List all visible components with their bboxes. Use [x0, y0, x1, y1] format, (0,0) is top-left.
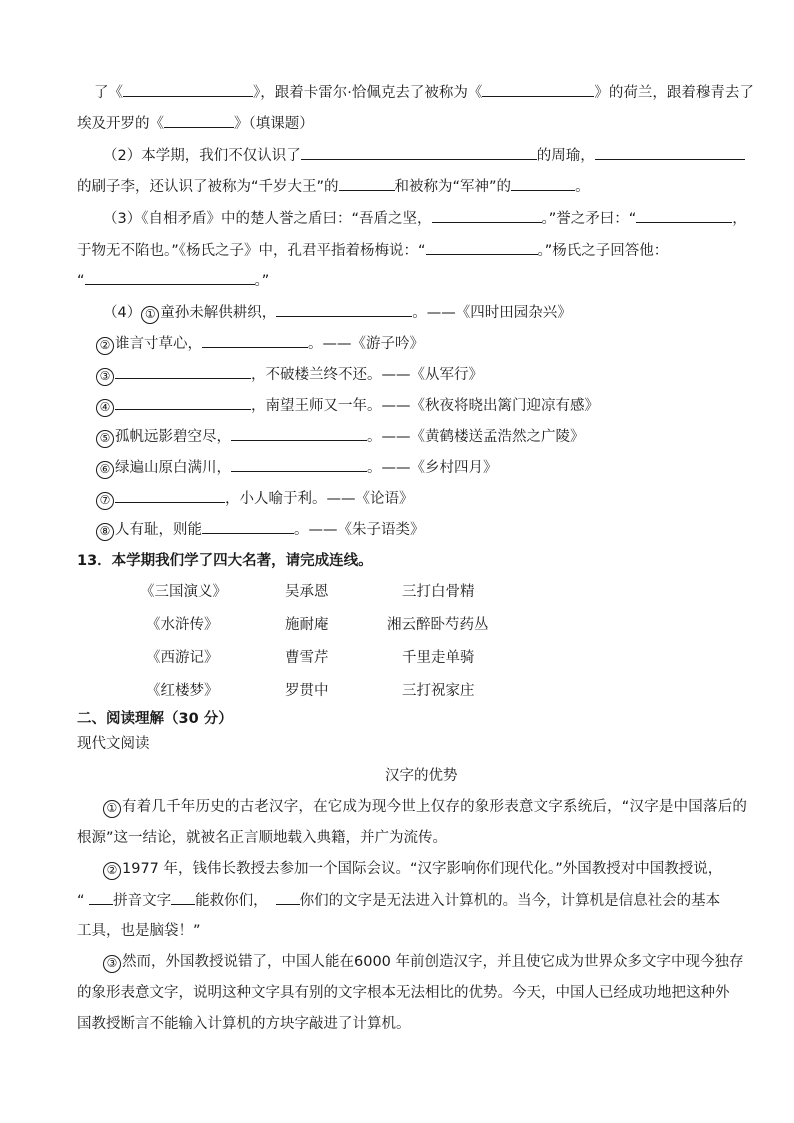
text: 。——《黄鹤楼送孟浩然之广陵》	[367, 429, 585, 445]
q12-line2	[77, 113, 314, 134]
answer-blank[interactable]	[85, 270, 255, 285]
text: 。——《乡村四月》	[367, 460, 498, 476]
item-number: ⑦	[96, 492, 114, 510]
text: 。”誉之矛曰：“	[541, 211, 637, 227]
text: 。——《朱子语类》	[294, 522, 425, 538]
text: 1977 年，钱伟长教授去参加一个国际会议。“汉字影响你们现代化。”外国教授对中国教授说，	[122, 861, 723, 877]
answer-blank[interactable]	[164, 113, 234, 128]
paragraph-number: ①	[103, 800, 121, 818]
q12-part3-line3	[77, 270, 269, 291]
item-number: ①	[141, 306, 159, 324]
text: 孤帆远影碧空尽，	[115, 429, 231, 445]
verse-2	[96, 333, 424, 355]
text: 》（填课题）	[234, 116, 314, 132]
q12-part2-line1	[103, 145, 745, 166]
text: 人有耻，则能	[115, 522, 202, 538]
section-subheading: 现代文阅读	[77, 736, 150, 752]
text: （4）	[103, 305, 142, 321]
answer-blank[interactable]	[123, 82, 253, 97]
answer-blank[interactable]	[115, 364, 251, 379]
answer-blank[interactable]	[339, 176, 395, 191]
paragraph-1-line2: 根源”这一结论，就被名正言顺地载入典籍，并广为流传。	[77, 830, 448, 846]
book-item[interactable]: 《红楼梦》	[146, 683, 219, 699]
paragraph-2-line3: 工具，也是脑袋！”	[77, 923, 201, 939]
book-item[interactable]: 《西游记》	[146, 650, 219, 666]
question-13-title: 13．本学期我们学了四大名著，请完成连线。	[77, 553, 373, 569]
text: 。——《游子吟》	[308, 336, 424, 352]
text: ，南望王师又一年。——《秋夜将晓出篱门迎凉有感》	[251, 398, 599, 414]
answer-blank[interactable]	[171, 890, 195, 905]
text: 然而，外国教授说错了，中国人能在6000 年前创造汉字，并且使它成为世界众多文字中现今独存	[122, 954, 744, 970]
answer-blank[interactable]	[432, 208, 542, 223]
section-heading: 二、阅读理解（30 分）	[77, 711, 233, 727]
text: “	[77, 893, 90, 909]
story-item[interactable]: 三打白骨精	[402, 584, 475, 600]
answer-blank[interactable]	[276, 302, 412, 317]
answer-blank[interactable]	[202, 333, 308, 348]
text: 埃及开罗的《	[77, 116, 164, 132]
passage-title: 汉字的优势	[385, 768, 458, 784]
item-number: ⑤	[96, 430, 114, 448]
author-item[interactable]: 吴承恩	[285, 584, 329, 600]
text: 。	[575, 179, 590, 195]
book-item[interactable]: 《三国演义》	[140, 584, 227, 600]
answer-blank[interactable]	[231, 457, 367, 472]
story-item[interactable]: 三打祝家庄	[402, 683, 475, 699]
verse-3	[96, 364, 483, 386]
answer-blank[interactable]	[482, 82, 594, 97]
answer-blank[interactable]	[202, 519, 294, 534]
item-number: ⑥	[96, 461, 114, 479]
answer-blank[interactable]	[511, 176, 575, 191]
text: “	[77, 273, 85, 289]
q12-part3-line2	[77, 240, 668, 261]
paragraph-2-line1	[103, 859, 722, 880]
text: 。——《四时田园杂兴》	[412, 305, 572, 321]
text: 于物无不陷也。”《杨氏之子》中，孔君平指着杨梅说：“	[77, 243, 426, 259]
answer-blank[interactable]	[426, 240, 538, 255]
verse-6	[96, 457, 498, 479]
text: 的周瑜，	[536, 148, 595, 164]
author-item[interactable]: 施耐庵	[285, 617, 329, 633]
text: 你们的文字是无法进入计算机的。当今，计算机是信息社会的基本	[299, 893, 721, 909]
text: 有着几千年历史的古老汉字，在它成为现今世上仅存的象形表意文字系统后，“汉字是中国落后的	[122, 799, 748, 815]
text: 了《	[94, 85, 123, 101]
answer-blank[interactable]	[89, 890, 113, 905]
answer-blank[interactable]	[231, 426, 367, 441]
answer-blank[interactable]	[301, 145, 537, 160]
text: （3）《自相矛盾》中的楚人誉之盾曰：“吾盾之坚，	[103, 211, 432, 227]
item-number: ③	[96, 368, 114, 386]
paragraph-3-line1	[103, 952, 744, 973]
verse-1	[103, 302, 572, 324]
text: （2）本学期，我们不仅认识了	[103, 148, 301, 164]
text: 和被称为“军神”的	[394, 179, 512, 195]
text: 拼音文字	[113, 893, 172, 909]
answer-blank[interactable]	[115, 488, 225, 503]
text: ，不破楼兰终不还。——《从军行》	[251, 367, 483, 383]
paragraph-number: ②	[103, 862, 121, 880]
item-number: ④	[96, 399, 114, 417]
verse-4	[96, 395, 599, 417]
answer-blank[interactable]	[276, 890, 300, 905]
paragraph-3-line3: 国教授断言不能输入计算机的方块字敲进了计算机。	[77, 1016, 411, 1032]
story-item[interactable]: 湘云醉卧芍药丛	[387, 617, 489, 633]
author-item[interactable]: 罗贯中	[285, 683, 329, 699]
author-item[interactable]: 曹雪芹	[285, 650, 329, 666]
answer-blank[interactable]	[636, 208, 732, 223]
text: 谁言寸草心，	[115, 336, 202, 352]
text: 能救你们，	[195, 893, 268, 909]
q12-part2-line2	[77, 176, 590, 197]
text: 绿遍山原白满川，	[115, 460, 231, 476]
q12-line1	[94, 82, 754, 103]
verse-7	[96, 488, 414, 510]
story-item[interactable]: 千里走单骑	[402, 650, 475, 666]
text: 。”	[254, 273, 270, 289]
paragraph-number: ③	[103, 955, 121, 973]
paragraph-1-line1	[103, 797, 747, 818]
text: 》的荷兰，跟着穆青去了	[594, 85, 754, 101]
item-number: ⑧	[96, 523, 114, 541]
answer-blank[interactable]	[595, 145, 745, 160]
text: 》，跟着卡雷尔·恰佩克去了被称为《	[253, 85, 483, 101]
paragraph-2-line2	[77, 890, 720, 911]
text: 童孙未解供耕织，	[160, 305, 277, 321]
q12-part3-line1	[103, 208, 747, 229]
text: ，	[732, 211, 747, 227]
text: ，小人喻于利。——《论语》	[225, 491, 414, 507]
paragraph-3-line2: 的象形表意文字，说明这种文字具有别的文字根本无法相比的优势。今天，中国人已经成功地把这种外	[77, 985, 730, 1001]
text: 。”杨氏之子回答他：	[537, 243, 669, 259]
book-item[interactable]: 《水浒传》	[146, 617, 219, 633]
item-number: ②	[96, 337, 114, 355]
verse-8	[96, 519, 425, 541]
verse-5	[96, 426, 585, 448]
answer-blank[interactable]	[115, 395, 251, 410]
text: 的刷子李，还认识了被称为“千岁大王”的	[77, 179, 339, 195]
